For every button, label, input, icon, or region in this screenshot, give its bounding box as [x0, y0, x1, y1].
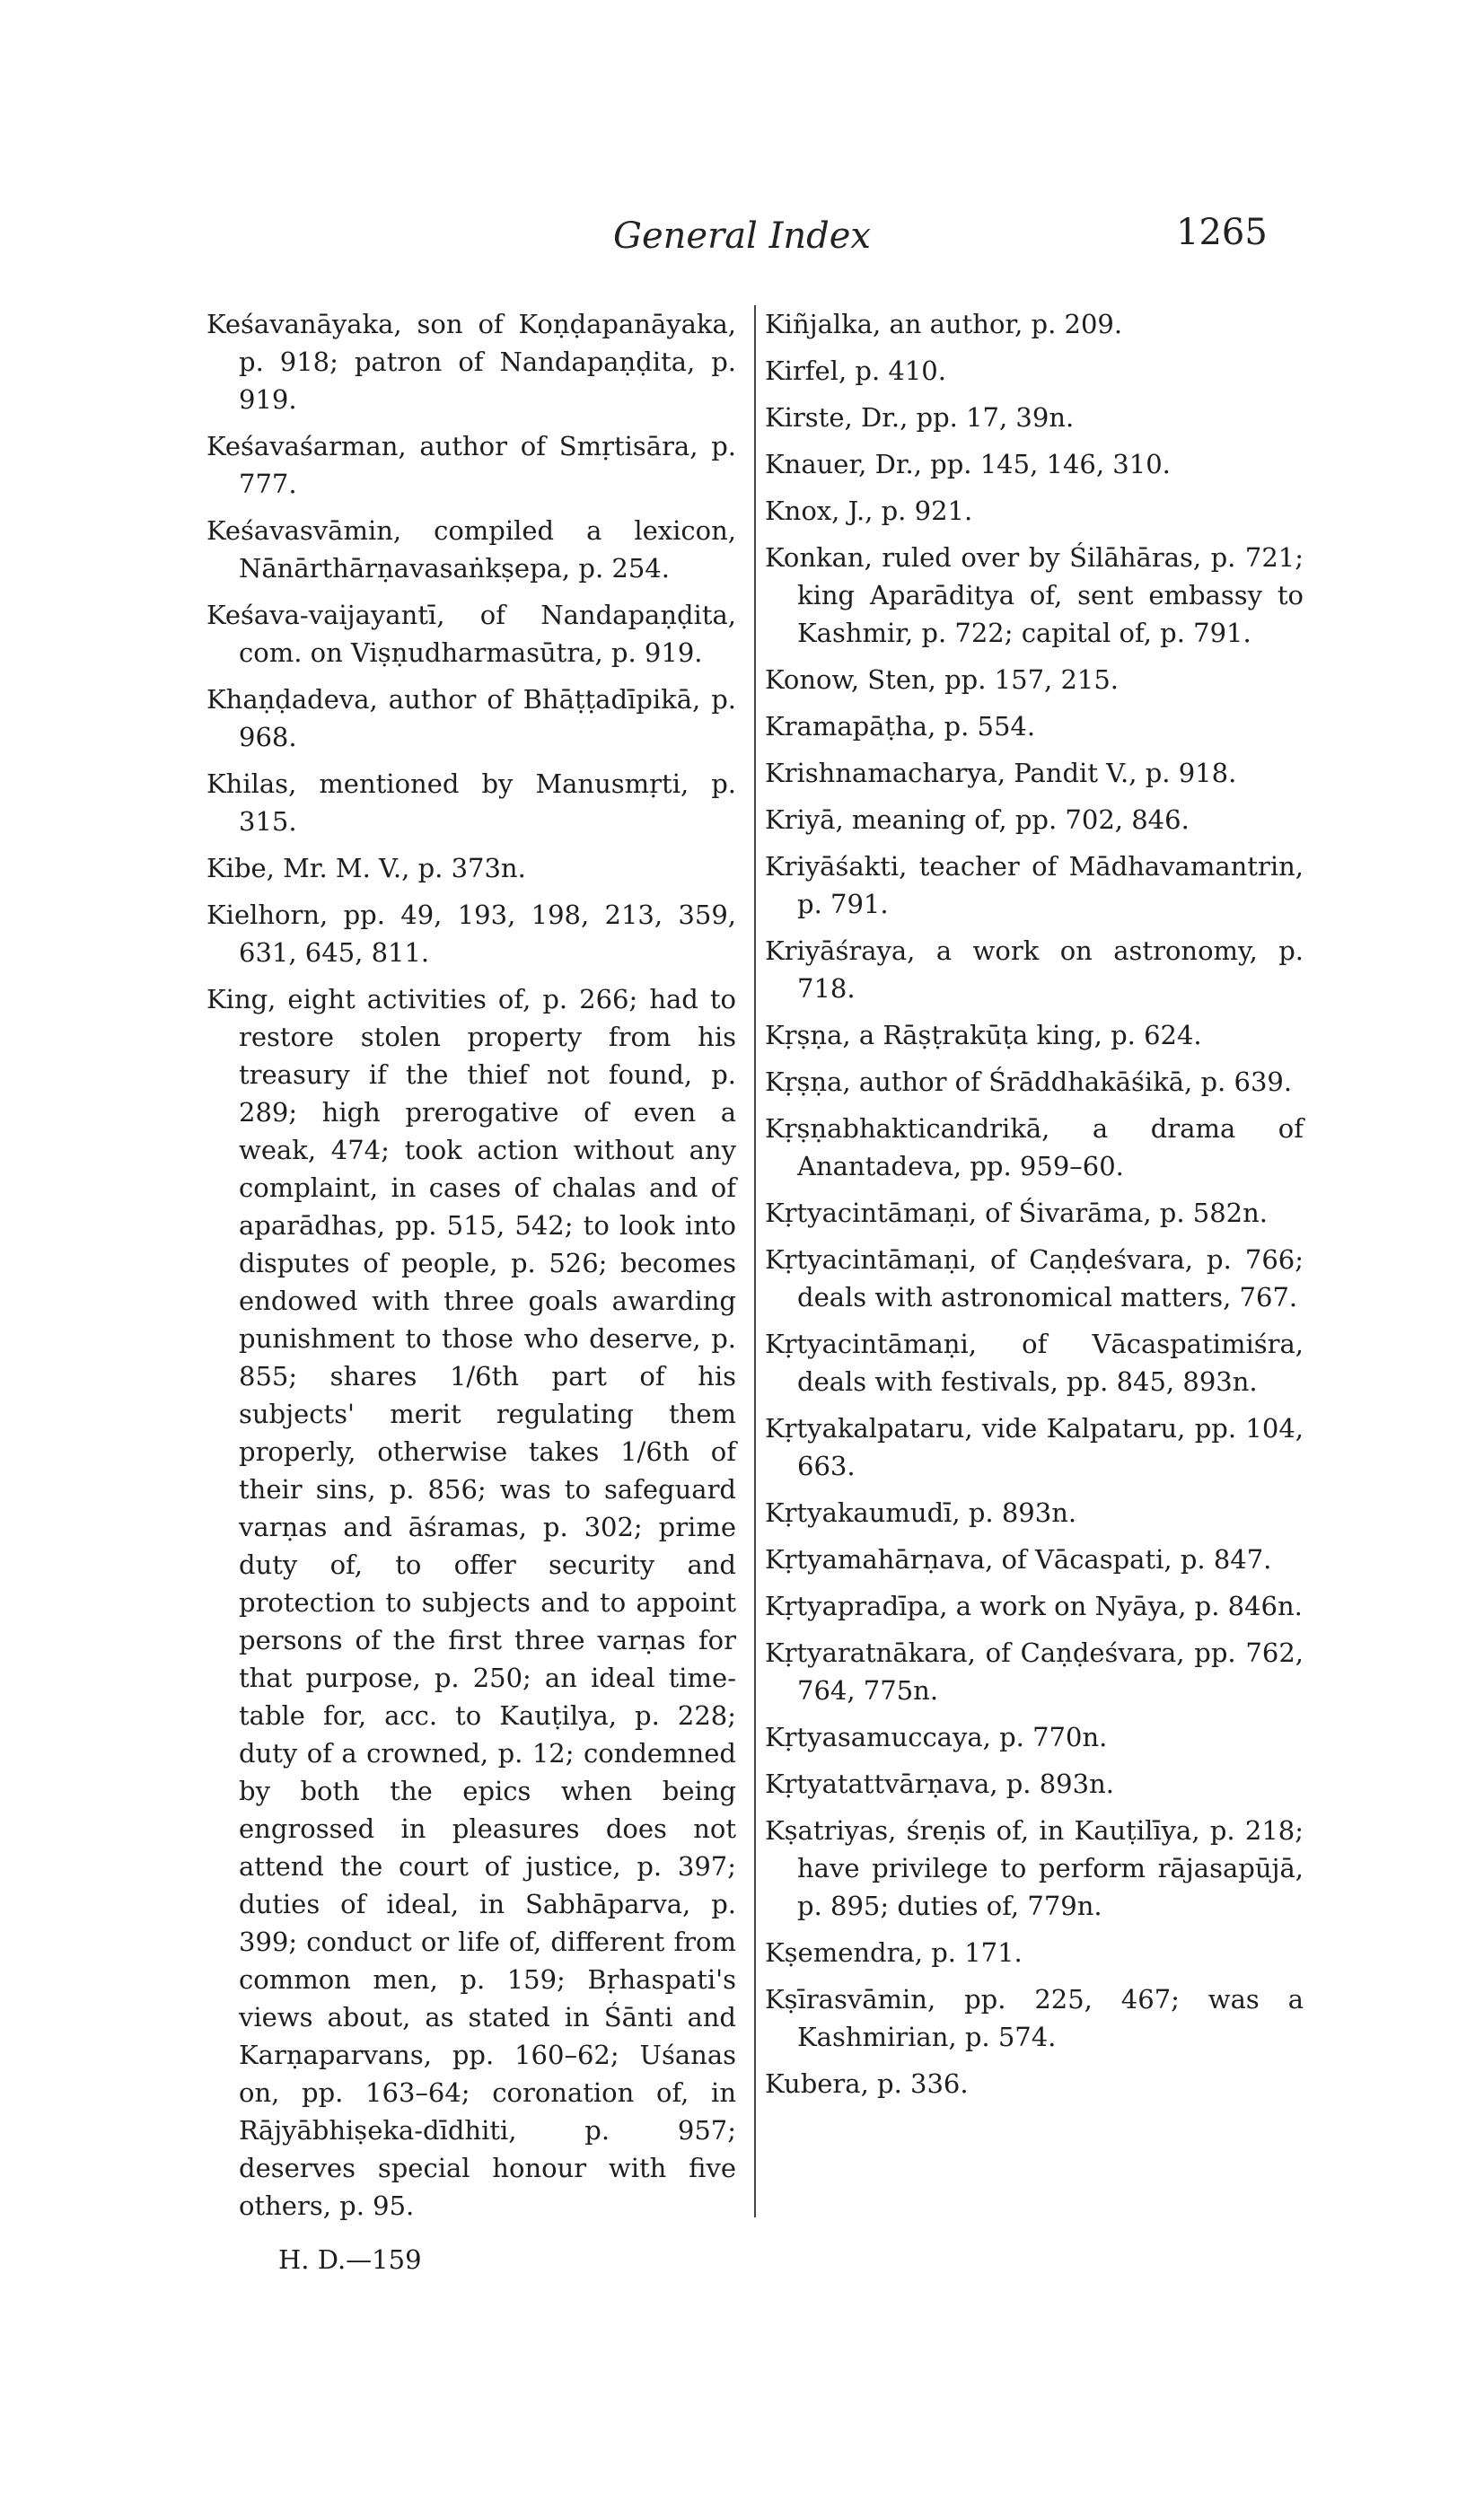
index-entry: Kṛtyakaumudī, p. 893n.: [765, 1497, 1077, 1528]
index-entry: Kṛṣṇa, a Rāṣṭrakūṭa king, p. 624.: [765, 1020, 1202, 1050]
index-entry: Kṛtyaratnākara, of Caṇḍeśvara, pp. 762, 764, 775n.: [765, 1637, 1304, 1706]
right-column: [754, 305, 1304, 2217]
index-entry: Kirfel, p. 410.: [765, 356, 946, 386]
index-entry: Kṣīrasvāmin, pp. 225, 467; was a Kashmirian, p. 574.: [765, 1984, 1304, 2052]
index-entry: Kṛtyacintāmaṇi, of Vācaspatimiśra, deals with festivals, pp. 845, 893n.: [765, 1329, 1304, 1397]
index-entry: Kriyāśraya, a work on astronomy, p. 718.: [765, 935, 1304, 1004]
index-entry: Kṛtyacintāmaṇi, of Śivarāma, p. 582n.: [765, 1198, 1269, 1228]
index-entry: Kramapāṭha, p. 554.: [765, 711, 1036, 742]
index-entry: Khaṇḍadeva, author of Bhāṭṭadīpikā, p. 968.: [206, 684, 736, 752]
index-entry: Kirste, Dr., pp. 17, 39n.: [765, 402, 1075, 433]
index-entry: Kriyā, meaning of, pp. 702, 846.: [765, 804, 1190, 835]
left-column: [206, 305, 736, 2278]
index-entry: Kṣemendra, p. 171.: [765, 1937, 1023, 1968]
page-title: General Index: [613, 215, 871, 257]
index-entry: Kṣatriyas, śreṇis of, in Kauṭilīya, p. 218; have privilege to perform rājasapūjā, p. 895; duties of, 779n.: [765, 1815, 1304, 1921]
index-entry: Kṛtyatattvārṇava, p. 893n.: [765, 1769, 1114, 1799]
footer-signature: H. D.—159: [278, 2244, 422, 2275]
index-entry: Kṛtyacintāmaṇi, of Caṇḍeśvara, p. 766; deals with astronomical matters, 767.: [765, 1244, 1304, 1312]
index-entry: Kibe, Mr. M. V., p. 373n.: [206, 853, 526, 883]
index-entry: Kielhorn, pp. 49, 193, 198, 213, 359, 631, 645, 811.: [206, 900, 736, 968]
index-entry: Kṛṣṇabhakticandrikā, a drama of Anantadeva, pp. 959–60.: [765, 1113, 1304, 1181]
index-entry: Konow, Sten, pp. 157, 215.: [765, 664, 1120, 695]
index-entry: Keśavanāyaka, son of Koṇḍapanāyaka, p. 918; patron of Nandapaṇḍita, p. 919.: [206, 309, 736, 415]
index-entry: Kṛtyasamuccaya, p. 770n.: [765, 1722, 1108, 1752]
index-entry: King, eight activities of, p. 266; had to restore stolen property from his treasury if the thief not found, p. 289; high prerogative of even a weak, 474; took action without any complaint, in cases of chalas and of aparādhas, pp. 515, 542; to look into disputes of people, p. 526; becomes endowed with three goals awarding punishment to those who deserve, p. 855; shares 1/6th part of his subjects' merit regulating them properly, otherwise takes 1/6th of their sins, p. 856; was to safeguard varṇas and āśramas, p. 302; prime duty of, to offer security and protection to subjects and to appoint persons of the first three varṇas for that purpose, p. 250; an ideal time-table for, acc. to Kauṭilya, p. 228; duty of a crowned, p. 12; condemned by both the epics when being engrossed in pleasures does not attend the court of justice, p. 397; duties of ideal, in Sabhāparva, p. 399; conduct or life of, different from common men, p. 159; Bṛhaspati's views about, as stated in Śānti and Karṇaparvans, pp. 160–62; Uśanas on, pp. 163–64; coronation of, in Rājyābhiṣeka-dīdhiti, p. 957; deserves special honour with five others, p. 95.: [206, 984, 736, 2221]
index-entry: Knox, J., p. 921.: [765, 496, 973, 526]
index-entry: Kriyāśakti, teacher of Mādhavamantrin, p. 791.: [765, 851, 1304, 919]
index-entry: Kṛṣṇa, author of Śrāddhakāśikā, p. 639.: [765, 1067, 1293, 1097]
page-number: 1265: [1176, 212, 1268, 253]
index-entry: Kṛtyapradīpa, a work on Nyāya, p. 846n.: [765, 1591, 1303, 1621]
index-entry: Khilas, mentioned by Manusmṛti, p. 315.: [206, 768, 736, 837]
index-entry: Keśava-vaijayantī, of Nandapaṇḍita, com. on Viṣṇudharmasūtra, p. 919.: [206, 600, 736, 668]
index-entry: Knauer, Dr., pp. 145, 146, 310.: [765, 449, 1171, 479]
index-entry: Kṛtyakalpataru, vide Kalpataru, pp. 104, 663.: [765, 1413, 1304, 1481]
index-entry: Keśavaśarman, author of Smṛtisāra, p. 777.: [206, 431, 736, 499]
index-entry: Keśavasvāmin, compiled a lexicon, Nānārthārṇavasaṅkṣepa, p. 254.: [206, 515, 736, 584]
index-entry: Krishnamacharya, Pandit V., p. 918.: [765, 758, 1237, 788]
index-entry: Kṛtyamahārṇava, of Vācaspati, p. 847.: [765, 1544, 1272, 1575]
index-entry: Kubera, p. 336.: [765, 2068, 969, 2099]
index-entry: Konkan, ruled over by Śilāhāras, p. 721; king Aparāditya of, sent embassy to Kashmir, p. 722; capital of, p. 791.: [765, 542, 1304, 648]
index-entry: Kiñjalka, an author, p. 209.: [765, 309, 1123, 339]
